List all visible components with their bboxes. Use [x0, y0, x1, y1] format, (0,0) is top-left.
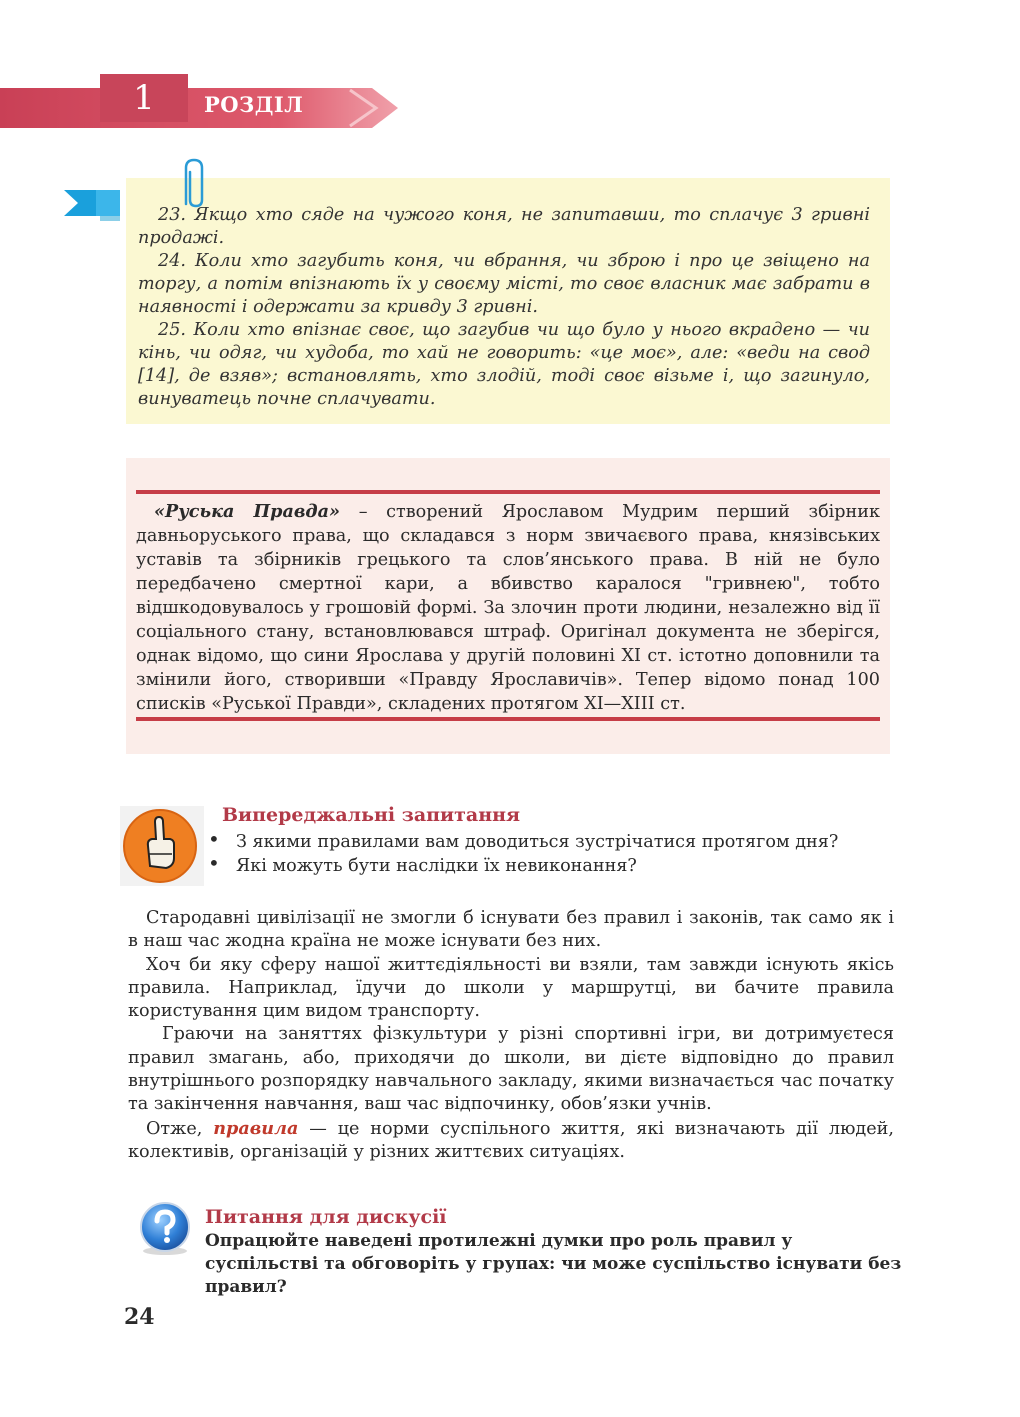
- discussion-title: Питання для дискусії: [205, 1206, 447, 1228]
- question-item: • З якими правилами вам доводиться зустрічатися протягом дня?: [206, 830, 838, 854]
- anticipatory-questions-title: Випереджальні запитання: [222, 804, 521, 826]
- question-item: • Які можуть бути наслідки їх невиконання?: [206, 854, 838, 878]
- paragraph: Стародавні цивілізації не змогли б існувати без правил і законів, так само як і в наш час жодна країна не може існувати без них.: [128, 908, 894, 952]
- bottom-rule: [136, 717, 880, 721]
- bookmark-tab-icon: [64, 186, 126, 222]
- definition-text: [136, 500, 880, 716]
- paperclip-icon: [176, 156, 214, 212]
- quote-paragraph-25: 25. Коли хто впізнає своє, що загубив чи що було у нього вкрадено — чи кінь, чи одяг, чи худоба, то хай не говорить: «це моє», але: «веди на свод [14], де взяв»; встановлять, хто злодій, тоді своє візьме і, що загинуло, винуватець почне сплачувати.: [138, 320, 870, 409]
- anticipatory-questions-list: [206, 830, 838, 878]
- quote-paragraph-24: 24. Коли хто загубить коня, чи вбрання, чи зброю і про це звіщено на торгу, а потім впізнають їх у своєму місті, то своє власник має забрати в наявності і одержати за кривду 3 гривні.: [138, 251, 870, 317]
- definition-body: – створений Ярославом Мудрим перший збірник давньоруського права, що складався з норм звичаєвого права, князівських уставів та збірників грецького та слов’янського права. В ній не було передбачено смертної кари, а вбивство каралося "гривнею", тобто відшкодовувалось у грошовій формі. За злочин проти людини, незалежно від її соціального стану, встановлювався штраф. Оригінал документа не зберігся, однак відомо, що сини Ярослава у другій половині XI ст. істотно доповнили та змінили його, створивши «Правду Ярославичів». Тепер відомо понад 100 списків «Руської Правди», складених протягом XI—XIII ст.: [136, 502, 880, 714]
- paragraph-definition: [128, 1117, 894, 1165]
- pointing-hand-icon: [120, 806, 204, 886]
- quote-paragraph-23: 23. Якщо хто сяде на чужого коня, не запитавши, то сплачує 3 гривні продажі.: [138, 205, 870, 248]
- question-mark-icon: [134, 1200, 196, 1256]
- chapter-label: РОЗДІЛ: [204, 92, 304, 117]
- paragraph: Граючи на заняттях фізкультури у різні спортивні ігри, ви дотримуєтеся правил змагань, або, приходячи до школи, ви дієте відповідно до правил внутрішнього розпорядку навчального закладу, якими визначається час початку та закінчення навчання, ваш час відпочинку, обов’язки учнів.: [128, 1024, 894, 1115]
- page-number: 24: [124, 1304, 155, 1330]
- definition-box: [126, 458, 890, 754]
- chapter-number: 1: [100, 74, 188, 122]
- paragraph: Хоч би яку сферу нашої життєдіяльності ви взяли, там завжди існують якісь правила. Наприклад, їдучи до школи у маршрутці, ви бачите правила користування цим видом транспорту.: [128, 954, 894, 1022]
- paragraph-end: — це норми суспільного життя, які визначають дії людей, колективів, організацій у різних життєвих ситуаціях.: [128, 1118, 894, 1162]
- paragraph-start: Отже,: [146, 1118, 214, 1139]
- top-rule: [136, 490, 880, 494]
- term-rules: правила: [213, 1117, 299, 1139]
- main-text: [128, 907, 894, 1164]
- chapter-ribbon: [0, 74, 400, 130]
- definition-term: «Руська Правда»: [154, 501, 341, 522]
- discussion-text: Опрацюйте наведені протилежні думки про роль правил у суспільстві та обговоріть у групах: чи може суспільство існувати без правил?: [205, 1231, 902, 1297]
- source-quote-box: [126, 178, 890, 424]
